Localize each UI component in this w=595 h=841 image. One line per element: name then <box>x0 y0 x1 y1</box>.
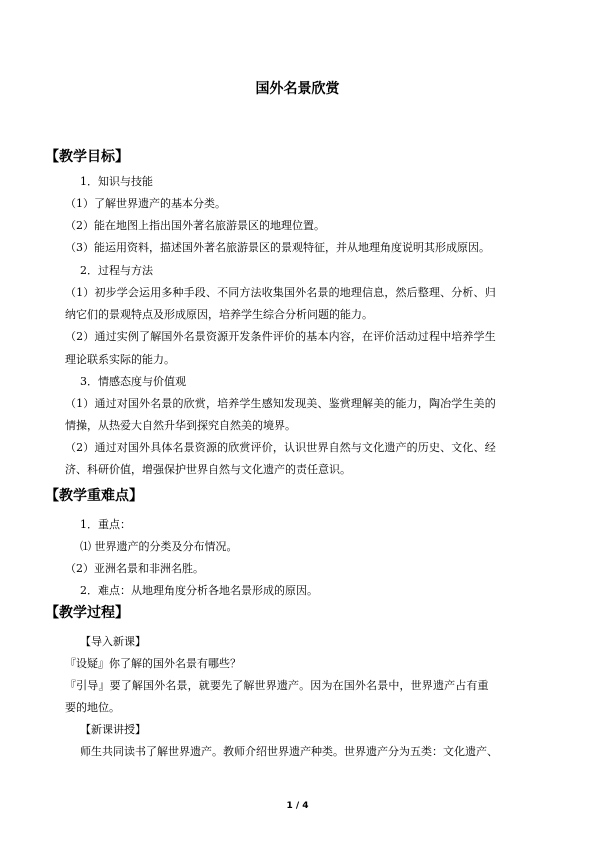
paragraph-line: 要的地位。 <box>65 701 120 714</box>
paragraph-line: 1．重点： <box>80 518 131 531</box>
paragraph-line: ⑴ 世界遗产的分类及分布情况。 <box>80 540 238 553</box>
paragraph-line: 纳它们的景观特点及形成原因，培养学生综合分析问题的能力。 <box>65 308 373 321</box>
page-number: 1 / 4 <box>286 801 309 811</box>
paragraph-line: （2）通过对国外具体名景资源的欣赏评价，认识世界自然与文化遗产的历史、文化、经 <box>65 441 496 454</box>
paragraph-line: （2）通过实例了解国外名景资源开发条件评价的基本内容，在评价活动过程中培养学生 <box>65 330 496 343</box>
paragraph-line: 1．知识与技能 <box>80 175 153 188</box>
paragraph-line: （2）亚洲名景和非洲名胜。 <box>65 562 204 575</box>
paragraph-line: 3．情感态度与价值观 <box>80 375 186 388</box>
paragraph-line: 师生共同读书了解世界遗产。教师介绍世界遗产种类。世界遗产分为五类：文化遗产、 <box>80 745 498 758</box>
paragraph-line: 【新课讲授】 <box>80 723 146 736</box>
paragraph-line: 『引导』要了解国外名景，就要先了解世界遗产。因为在国外名景中，世界遗产占有重 <box>65 679 489 692</box>
paragraph-line: 『设疑』你了解的国外名景有哪些？ <box>65 657 241 670</box>
paragraph-line: 【导入新课】 <box>80 635 146 648</box>
paragraph-line: 理论联系实际的能力。 <box>65 353 175 366</box>
paragraph-line: 2．难点：从地理角度分析各地名景形成的原因。 <box>80 584 318 597</box>
paragraph-line: （3）能运用资料，描述国外著名旅游景区的景观特征，并从地理角度说明其形成原因。 <box>65 241 490 254</box>
paragraph-line: 情操，从热爱大自然升华到探究自然美的境界。 <box>65 419 296 432</box>
paragraph-line: 2．过程与方法 <box>80 264 153 277</box>
paragraph-line: 济、科研价值，增强保护世界自然与文化遗产的责任意识。 <box>65 463 351 476</box>
section-heading-keypoints: 【教学重难点】 <box>45 488 143 504</box>
paragraph-line: （2）能在地图上指出国外著名旅游景区的地理位置。 <box>65 219 325 232</box>
section-heading-objectives: 【教学目标】 <box>45 149 129 165</box>
paragraph-line: （1）通过对国外名景的欣赏，培养学生感知发现美、鉴赏理解美的能力，陶冶学生美的 <box>65 397 496 410</box>
paragraph-line: （1）初步学会运用多种手段、不同方法收集国外名景的地理信息，然后整理、分析、归 <box>65 286 496 299</box>
paragraph-line: （1）了解世界遗产的基本分类。 <box>65 197 226 210</box>
page-title: 国外名景欣赏 <box>255 81 340 97</box>
section-heading-process: 【教学过程】 <box>45 605 129 621</box>
